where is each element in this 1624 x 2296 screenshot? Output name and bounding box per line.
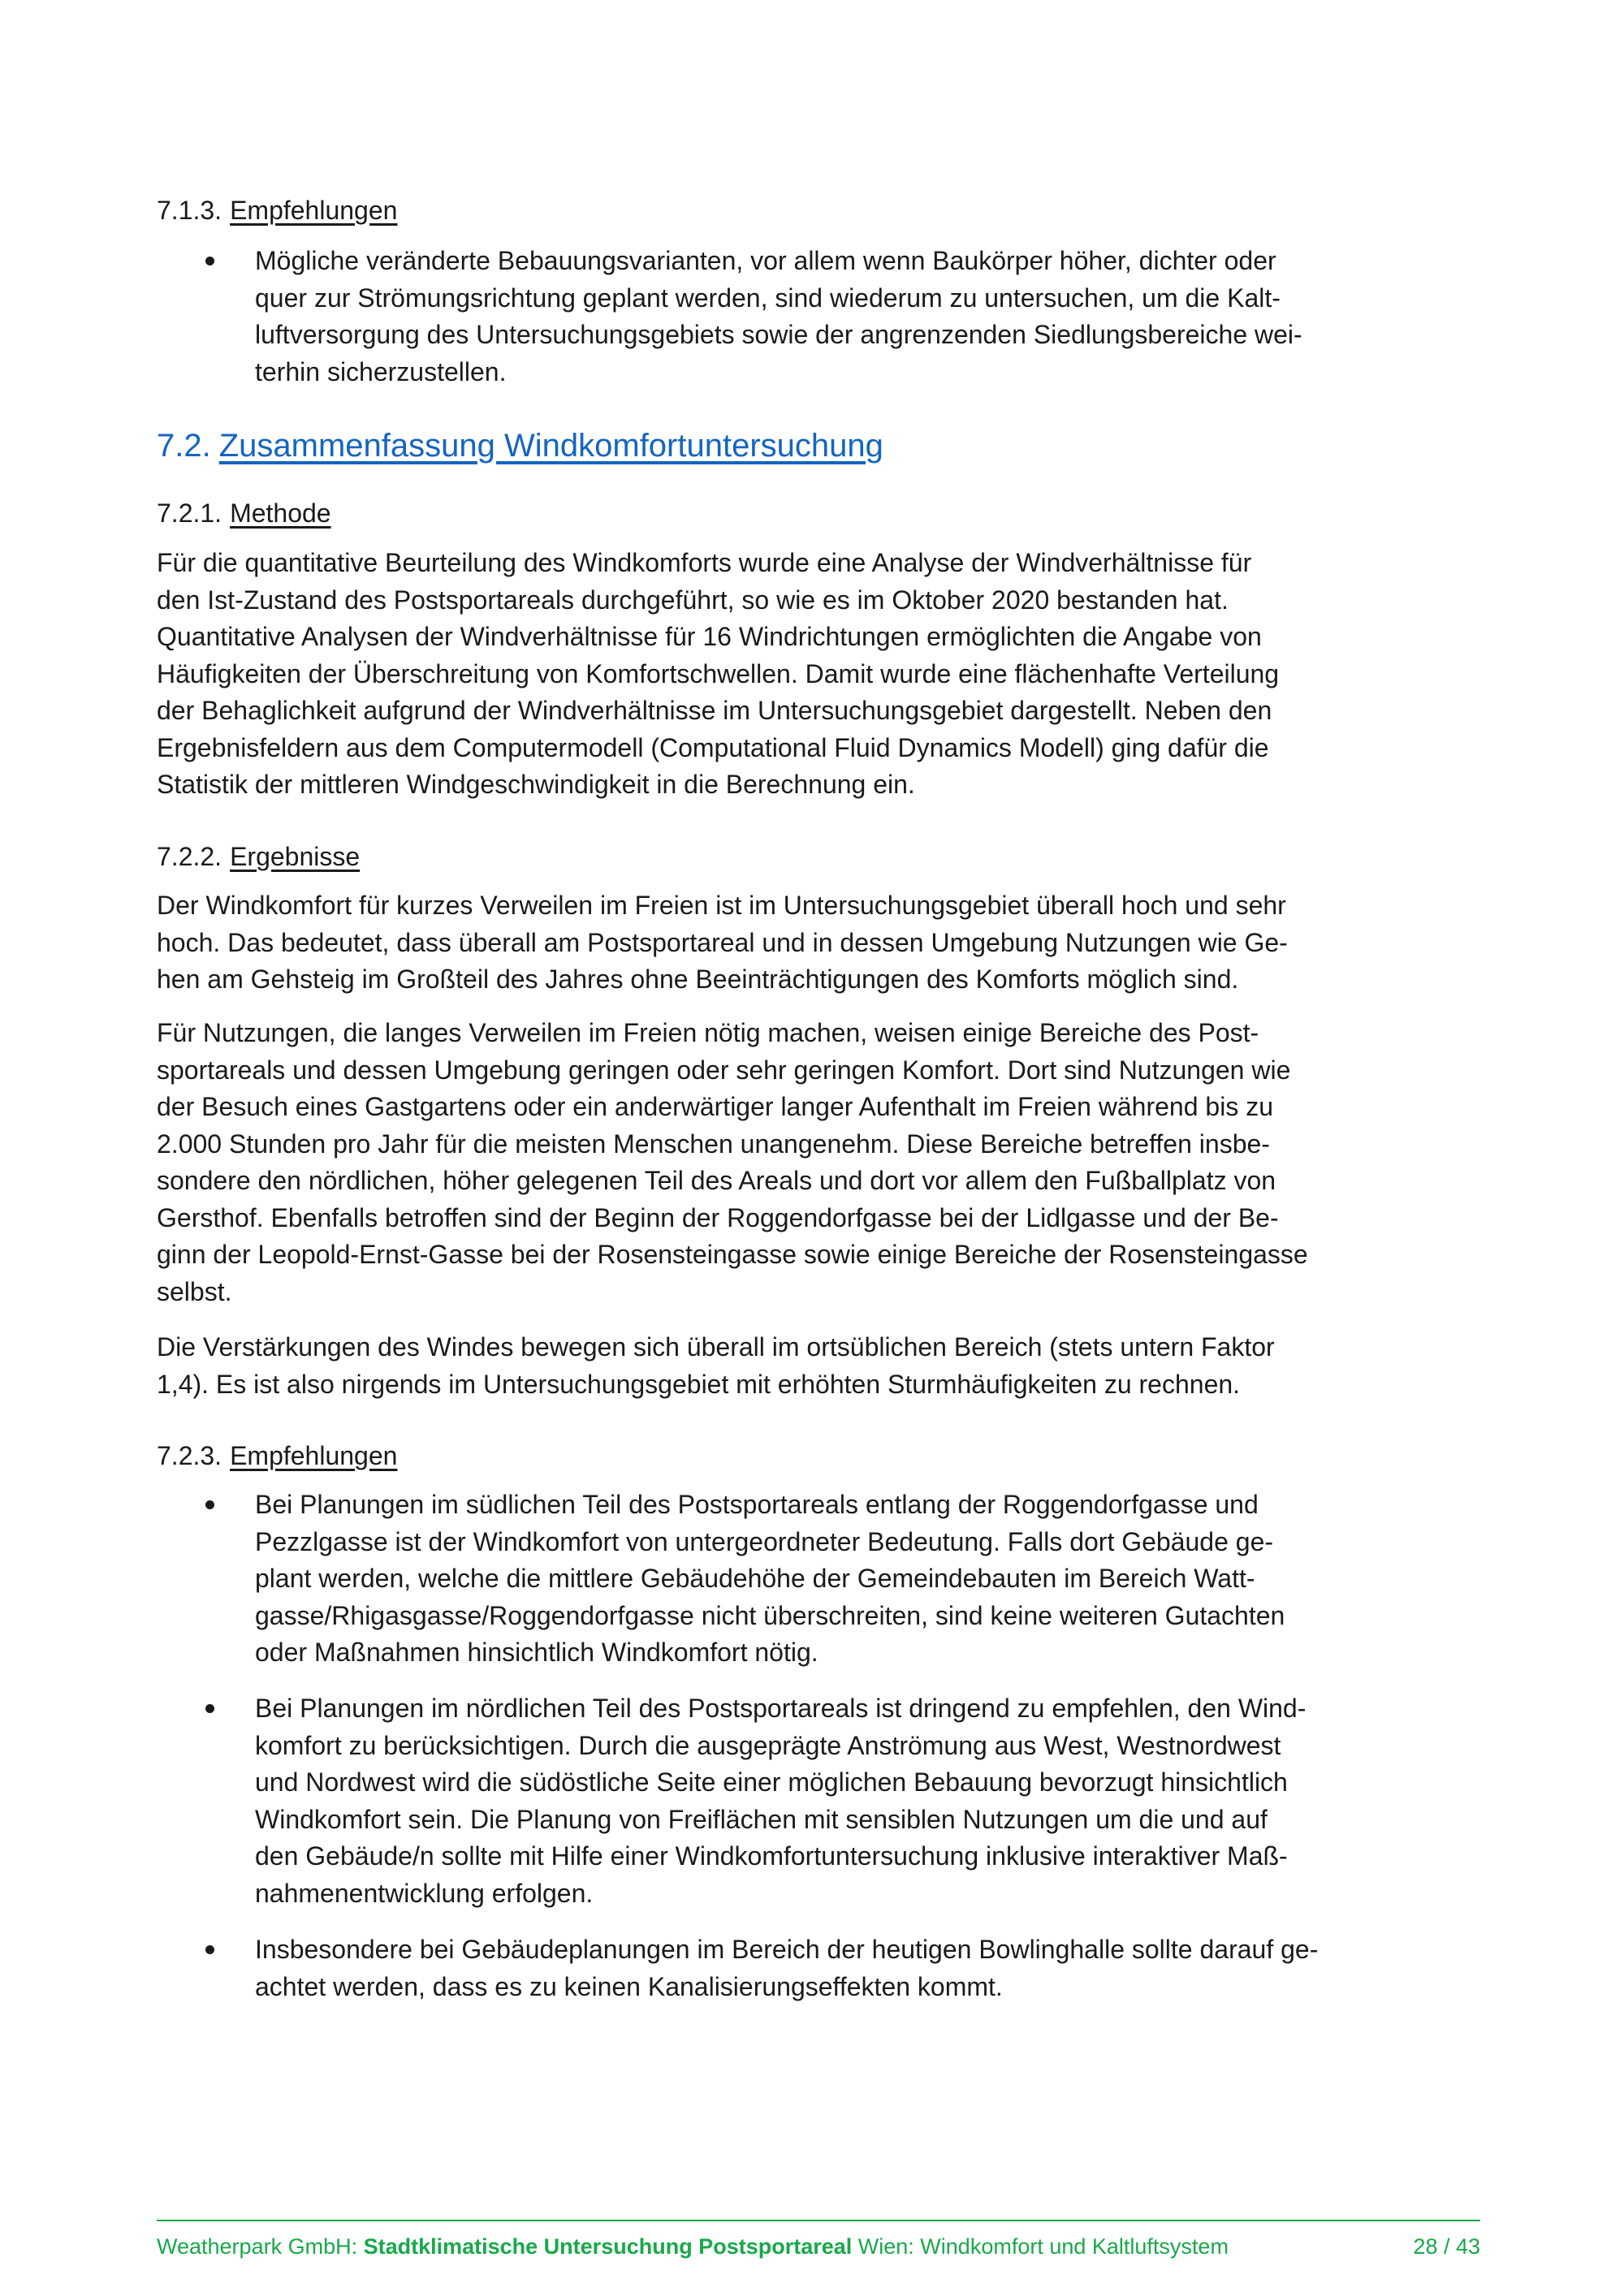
text-line: sondere den nördlichen, höher gelegenen Teil des Areals und dort vor allem den Fußballplatz von: [157, 1166, 1276, 1195]
heading-number: 7.2.3.: [157, 1441, 222, 1470]
text-line: Für Nutzungen, die langes Verweilen im Freien nötig machen, weisen einige Bereiche des Post-: [157, 1018, 1259, 1047]
heading-title: Empfehlungen: [230, 1441, 398, 1470]
text-line: oder Maßnahmen hinsichtlich Windkomfort nötig.: [255, 1638, 818, 1667]
text-line: Der Windkomfort für kurzes Verweilen im Freien ist im Untersuchungsgebiet überall hoch und sehr: [157, 891, 1286, 920]
text-line: terhin sicherzustellen.: [255, 356, 507, 386]
text-line: Häufigkeiten der Überschreitung von Komfortschwellen. Damit wurde eine flächenhafte Verteilung: [157, 658, 1280, 688]
text-line: Windkomfort sein. Die Planung von Freiflächen mit sensiblen Nutzungen um die und auf: [255, 1804, 1268, 1834]
heading-title: Ergebnisse: [230, 842, 361, 871]
text-line: Die Verstärkungen des Windes bewegen sich überall im ortsüblichen Bereich (stets untern Faktor: [157, 1332, 1275, 1362]
bullet-item: [157, 243, 1488, 391]
page-number: 28 / 43: [1413, 2234, 1480, 2259]
bullet-text: [255, 1487, 1488, 1672]
text-line: 1,4). Es ist also nirgends im Untersuchungsgebiet mit erhöhten Sturmhäufigkeiten zu rechnen.: [157, 1369, 1241, 1399]
text-line: und Nordwest wird die südöstliche Seite einer möglichen Bebauung bevorzugt hinsichtlich: [255, 1767, 1288, 1797]
heading-title[interactable]: Zusammenfassung Windkomfortuntersuchung: [218, 428, 883, 464]
text-line: den Ist-Zustand des Postsportareals durchgeführt, so wie es im Oktober 2020 bestanden hat.: [157, 585, 1229, 615]
heading-7-2-2: [157, 839, 1488, 876]
bullet-item: [157, 1690, 1488, 1912]
text-line: Bei Planungen im nördlichen Teil des Postsportareals ist dringend zu empfehlen, den Wind-: [255, 1694, 1307, 1723]
heading-7-2-1: [157, 495, 1488, 533]
heading-number: 7.1.3.: [157, 196, 222, 225]
text-line: plant werden, welche die mittlere Gebäudehöhe der Gemeindebauten im Bereich Watt-: [255, 1564, 1255, 1593]
text-line: der Besuch eines Gastgartens oder ein anderwärtiger langer Aufenthalt im Freien während bis zu: [157, 1092, 1273, 1121]
heading-number: 7.2.2.: [157, 842, 222, 871]
text-line: 2.000 Stunden pro Jahr für die meisten Menschen unangenehm. Diese Bereiche betreffen insbe-: [157, 1129, 1270, 1159]
heading-7-2: [157, 425, 1488, 466]
heading-title: Methode: [230, 498, 331, 528]
bullet-item: [157, 1931, 1488, 2005]
page-footer: [157, 2234, 1480, 2259]
bullet-icon: [205, 1500, 214, 1509]
text-line: achtet werden, dass es zu keinen Kanalisierungseffekten kommt.: [255, 1971, 1003, 2001]
text-line: Gersthof. Ebenfalls betroffen sind der Beginn der Roggendorfgasse bei der Lidlgasse und der Be-: [157, 1202, 1279, 1232]
text-line: Bei Planungen im südlichen Teil des Postsportareals entlang der Roggendorfgasse und: [255, 1490, 1259, 1519]
text-line: Für die quantitative Beurteilung des Windkomforts wurde eine Analyse der Windverhältnisse für: [157, 548, 1252, 577]
bullet-icon: [205, 1945, 214, 1954]
footer-report-title: Stadtklimatische Untersuchung Postsportareal: [363, 2234, 853, 2259]
bullet-icon: [205, 1704, 214, 1713]
bullet-text: [255, 1690, 1488, 1912]
bullet-item: [157, 1487, 1488, 1672]
heading-title: Empfehlungen: [230, 196, 398, 225]
text-line: selbst.: [157, 1276, 232, 1306]
text-line: Pezzlgasse ist der Windkomfort von untergeordneter Bedeutung. Falls dort Gebäude ge-: [255, 1526, 1274, 1556]
bullet-icon: [205, 257, 214, 265]
text-line: Insbesondere bei Gebäudeplanungen im Bereich der heutigen Bowlinghalle sollte darauf ge-: [255, 1935, 1319, 1964]
text-line: den Gebäude/n sollte mit Hilfe einer Windkomfortuntersuchung inklusive interaktiver Maß-: [255, 1841, 1288, 1871]
bullet-text: [255, 1931, 1488, 2005]
paragraph-ergebnisse-1: [157, 887, 1488, 999]
footer-subtitle: Wien: Windkomfort und Kaltluftsystem: [857, 2234, 1229, 2259]
text-line: ginn der Leopold-Ernst-Gasse bei der Rosensteingasse sowie einige Bereiche der Rosensteingasse: [157, 1240, 1308, 1269]
text-line: quer zur Strömungsrichtung geplant werden, sind wiederum zu untersuchen, um die Kalt-: [255, 283, 1281, 313]
paragraph-ergebnisse-3: [157, 1329, 1488, 1403]
text-line: luftversorgung des Untersuchungsgebiets sowie der angrenzenden Siedlungsbereiche wei-: [255, 320, 1302, 349]
heading-7-1-3: [157, 192, 1488, 230]
footer-company: Weatherpark GmbH:: [157, 2234, 358, 2259]
text-line: Mögliche veränderte Bebauungsvarianten, vor allem wenn Baukörper höher, dichter oder: [255, 246, 1276, 275]
text-line: nahmenentwicklung erfolgen.: [255, 1878, 594, 1908]
text-line: der Behaglichkeit aufgrund der Windverhältnisse im Untersuchungsgebiet dargestellt. Neben den: [157, 696, 1272, 725]
paragraph-methode: [157, 545, 1488, 804]
heading-number: 7.2.1.: [157, 498, 222, 528]
text-line: Quantitative Analysen der Windverhältnisse für 16 Windrichtungen ermöglichten die Angabe von: [157, 622, 1262, 651]
text-line: sportareals und dessen Umgebung geringen oder sehr geringen Komfort. Dort sind Nutzungen wie: [157, 1055, 1291, 1085]
heading-7-2-3: [157, 1438, 1488, 1475]
footer-divider: [157, 2220, 1480, 2221]
text-line: komfort zu berücksichtigen. Durch die ausgeprägte Anströmung aus West, Westnordwest: [255, 1730, 1281, 1760]
paragraph-ergebnisse-2: [157, 1015, 1488, 1310]
heading-number: 7.2.: [157, 428, 211, 464]
text-line: gasse/Rhigasgasse/Roggendorfgasse nicht überschreiten, sind keine weiteren Gutachten: [255, 1600, 1285, 1630]
text-line: Statistik der mittleren Windgeschwindigkeit in die Berechnung ein.: [157, 770, 915, 799]
text-line: hen am Gehsteig im Großteil des Jahres ohne Beeinträchtigungen des Komforts möglich sind.: [157, 965, 1239, 994]
bullet-text: [255, 243, 1488, 391]
text-line: hoch. Das bedeutet, dass überall am Postsportareal und in dessen Umgebung Nutzungen wie Ge-: [157, 927, 1288, 957]
text-line: Ergebnisfeldern aus dem Computermodell (Computational Fluid Dynamics Modell) ging dafür die: [157, 732, 1269, 762]
